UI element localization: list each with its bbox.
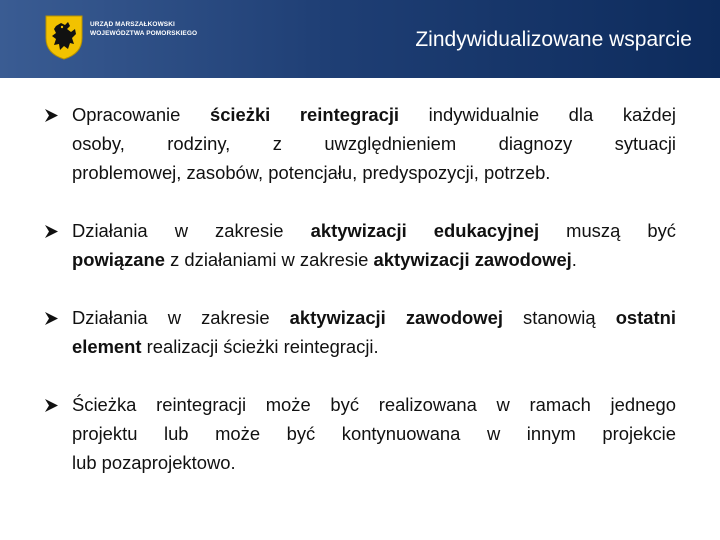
text-run: indywidualnie dla każdej <box>399 104 676 125</box>
bold-text: powiązane <box>72 249 165 270</box>
bullet-line <box>72 303 676 332</box>
organization-name-line1: URZĄD MARSZAŁKOWSKI <box>90 21 175 28</box>
griffin-coat-of-arms-icon <box>44 14 84 60</box>
bullet-line <box>72 158 676 187</box>
arrow-bullet-icon <box>44 398 59 413</box>
organization-name <box>90 20 197 38</box>
text-run: Działania w zakresie <box>72 307 290 328</box>
bullet-line <box>72 419 676 448</box>
header-bar <box>0 0 720 78</box>
bullet-list <box>44 100 676 477</box>
slide-title: Zindywidualizowane wsparcie <box>415 28 692 51</box>
bullet-line <box>72 100 676 129</box>
text-run: lub pozaprojektowo. <box>72 452 236 473</box>
arrow-bullet-icon <box>44 224 59 239</box>
bold-text: aktywizacji zawodowej <box>373 249 572 270</box>
bullet-line <box>72 245 676 274</box>
text-run: z działaniami w zakresie <box>165 249 374 270</box>
text-run: projektu lub może być kontynuowana w innym projekcie <box>72 423 676 444</box>
text-run: Opracowanie <box>72 104 210 125</box>
text-run: stanowią <box>502 307 616 328</box>
text-run: muszą być <box>539 220 676 241</box>
bullet-line <box>72 216 676 245</box>
text-run: Ścieżka reintegracji może być realizowana w ramach jednego <box>72 394 676 415</box>
bold-text: ostatni <box>615 307 676 328</box>
organization-name-line2: WOJEWÓDZTWA POMORSKIEGO <box>90 30 198 37</box>
bullet-line <box>72 129 676 158</box>
text-run: Działania w zakresie <box>72 220 311 241</box>
text-run: . <box>571 249 577 270</box>
bullet-line <box>72 332 676 361</box>
bullet-item <box>44 390 676 477</box>
text-run: realizacji ścieżki reintegracji. <box>141 336 379 357</box>
text-run: osoby, rodziny, z uwzględnieniem diagnozy sytuacji <box>72 133 676 154</box>
bold-text: ścieżki reintegracji <box>209 104 400 125</box>
bold-text: aktywizacji zawodowej <box>289 307 503 328</box>
bullet-item <box>44 303 676 361</box>
arrow-bullet-icon <box>44 311 59 326</box>
bullet-line <box>72 448 676 477</box>
bullet-item <box>44 100 676 187</box>
arrow-bullet-icon <box>44 108 59 123</box>
bullet-item <box>44 216 676 274</box>
bold-text: aktywizacji edukacyjnej <box>310 220 540 241</box>
text-run: problemowej, zasobów, potencjału, predyspozycji, potrzeb. <box>72 162 551 183</box>
bullet-line <box>72 390 676 419</box>
bold-text: element <box>72 336 142 357</box>
